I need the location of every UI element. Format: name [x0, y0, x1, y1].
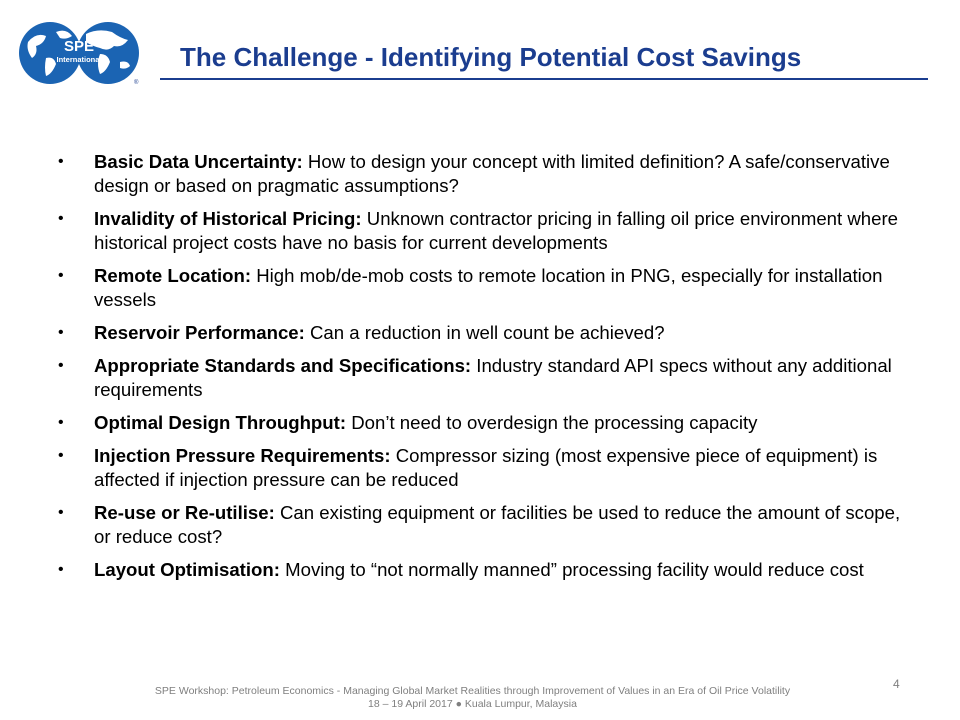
bullet-text: Moving to “not normally manned” processing facility would reduce cost: [285, 559, 864, 580]
list-item: [58, 411, 918, 435]
svg-text:SPE: SPE: [63, 38, 95, 55]
svg-text:International: International: [56, 55, 102, 64]
bullet-term: Injection Pressure Requirements:: [94, 445, 391, 466]
footer-line-2: 18 – 19 April 2017 ● Kuala Lumpur, Malaysia: [368, 698, 577, 710]
bullet-term: Reservoir Performance:: [94, 322, 305, 343]
bullet-dot-icon: •: [58, 414, 64, 431]
list-item: [58, 354, 918, 402]
list-item: [58, 558, 918, 582]
bullet-text: High mob/de-mob costs to remote location in PNG, especially for installation vessels: [94, 265, 883, 310]
bullet-dot-icon: •: [58, 357, 64, 374]
bullet-dot-icon: •: [58, 561, 64, 578]
bullet-text: Unknown contractor pricing in falling oil price environment where historical project costs have no basis for current developments: [94, 208, 898, 253]
list-item: [58, 321, 918, 345]
spe-international-logo: [16, 18, 142, 86]
bullet-text: Can a reduction in well count be achieved?: [310, 322, 665, 343]
bullet-term: Basic Data Uncertainty:: [94, 151, 303, 172]
bullet-term: Invalidity of Historical Pricing:: [94, 208, 362, 229]
bullet-dot-icon: •: [58, 210, 64, 227]
bullet-text: Compressor sizing (most expensive piece of equipment) is affected if injection pressure can be reduced: [94, 445, 878, 490]
bullet-dot-icon: •: [58, 504, 64, 521]
footer-line-1: SPE Workshop: Petroleum Economics - Managing Global Market Realities through Improvement of Values in an Era of Oil Price Volatility: [154, 685, 791, 697]
bullet-dot-icon: •: [58, 267, 64, 284]
list-item: [58, 501, 918, 549]
title-underline: [160, 78, 928, 80]
bullet-list: [58, 150, 918, 591]
list-item: [58, 444, 918, 492]
bullet-term: Re-use or Re-utilise:: [94, 502, 275, 523]
bullet-dot-icon: •: [58, 447, 64, 464]
bullet-text: Don’t need to overdesign the processing capacity: [351, 412, 758, 433]
bullet-dot-icon: •: [58, 153, 64, 170]
bullet-text: Industry standard API specs without any additional requirements: [94, 355, 892, 400]
bullet-term: Remote Location:: [94, 265, 252, 286]
bullet-term: Layout Optimisation:: [94, 559, 280, 580]
bullet-text: Can existing equipment or facilities be used to reduce the amount of scope, or reduce cost?: [94, 502, 901, 547]
page-number: 4: [893, 677, 900, 691]
slide-title: The Challenge - Identifying Potential Cost Savings: [180, 42, 802, 72]
bullet-text: How to design your concept with limited definition? A safe/conservative design or based on pragmatic assumptions?: [94, 151, 890, 196]
footer: [30, 685, 915, 711]
svg-text:®: ®: [134, 80, 139, 86]
list-item: [58, 150, 918, 198]
bullet-term: Appropriate Standards and Specifications:: [94, 355, 472, 376]
bullet-dot-icon: •: [58, 324, 64, 341]
list-item: [58, 207, 918, 255]
list-item: [58, 264, 918, 312]
bullet-term: Optimal Design Throughput:: [94, 412, 347, 433]
